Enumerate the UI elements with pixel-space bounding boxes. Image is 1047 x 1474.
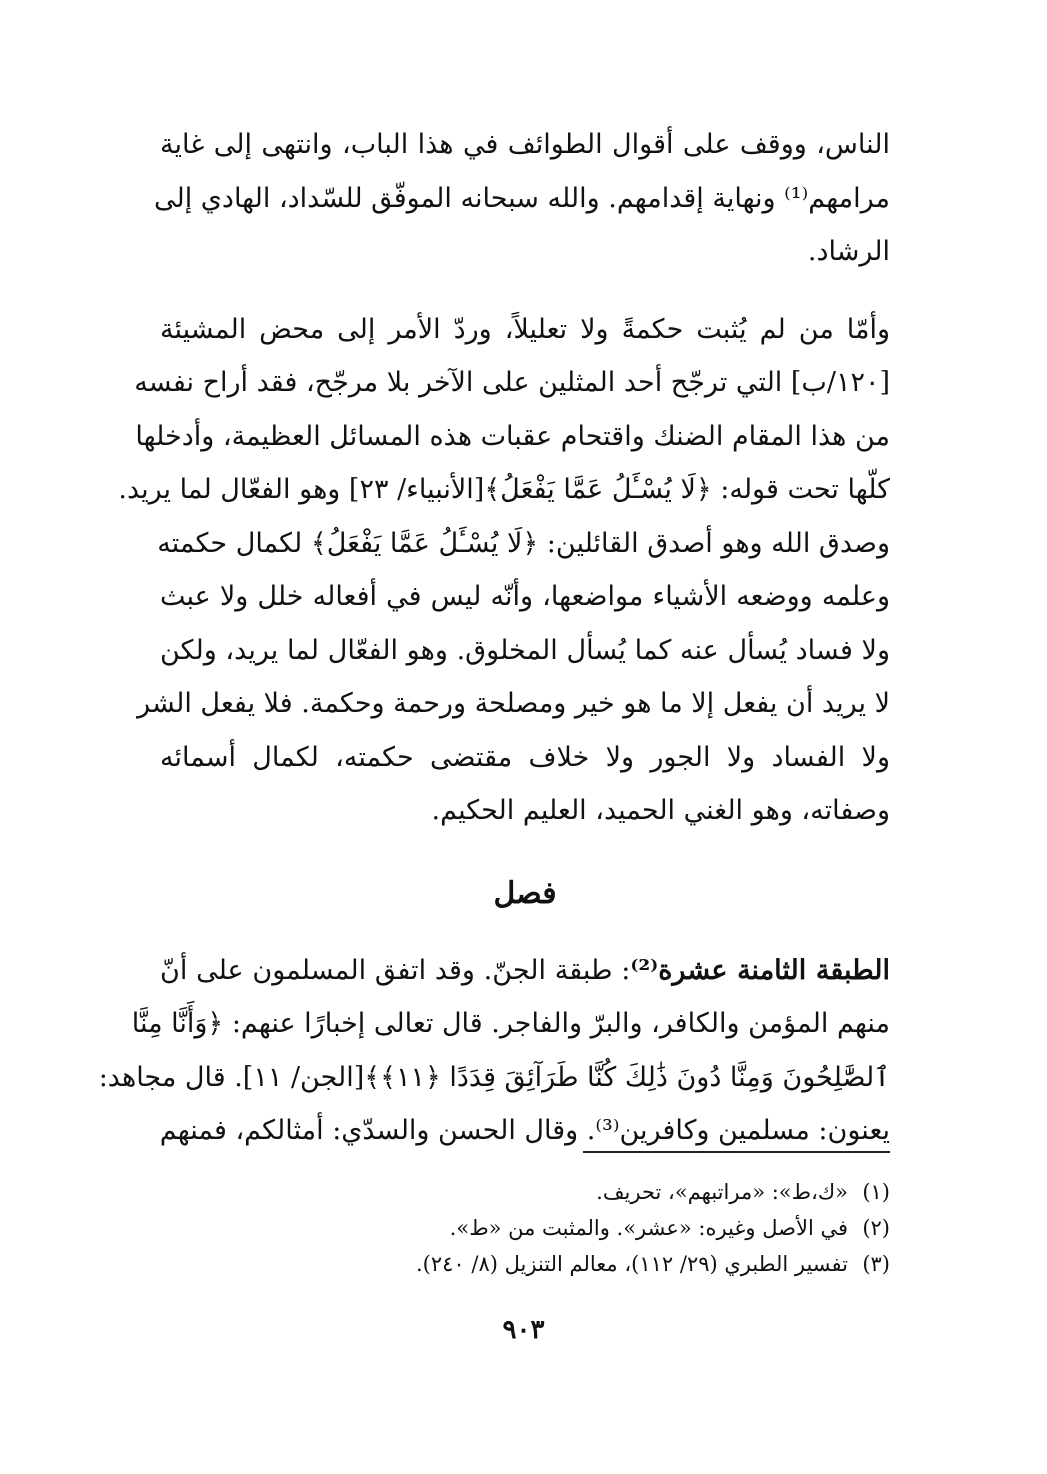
paragraph-2: [118, 303, 890, 838]
text-line: مرامهم⁽¹⁾ ونهاية إقدامهم. والله سبحانه الموفّق للسّداد، الهادي إلى: [153, 182, 890, 214]
text-line: وعلمه ووضعه الأشياء مواضعها، وأنّه ليس في أفعاله خلل ولا عبث: [160, 581, 890, 612]
main-text: [98, 118, 890, 1158]
text-line: [١٢٠/ب] التي ترجّح أحد المثلين على الآخر بلا مرجّح، فقد أراح نفسه: [134, 367, 890, 398]
text-line: لا يريد أن يفعل إلا ما هو خير ومصلحة ورحمة وحكمة. فلا يفعل الشر: [137, 688, 890, 719]
text-line: الرشاد.: [807, 236, 890, 267]
footnote: [160, 1174, 890, 1210]
page-number: ٩٠٣: [502, 1315, 545, 1345]
footnote: [160, 1246, 890, 1282]
text-line: من هذا المقام الضنك واقتحام عقبات هذه المسائل العظيمة، وأدخلها: [135, 420, 890, 452]
footnote-number: (٢): [862, 1216, 890, 1240]
footnote: [160, 1210, 890, 1246]
text-line: كلّها تحت قوله: ﴿لَا يُسْـَٔلُ عَمَّا يَفْعَلُ﴾[الأنبياء/ ٢٣] وهو الفعّال لما يريد.: [118, 474, 890, 505]
section-heading: فصل: [493, 875, 557, 911]
footnote-text: تفسير الطبري (٢٩/ ١١٢)، معالم التنزيل (٨/ ٢٤٠).: [415, 1252, 848, 1276]
text-line: ولا الفساد ولا الجور ولا خلاف مقتضى حكمته، لكمال أسمائه: [160, 741, 890, 773]
footnote-separator: [583, 1151, 890, 1153]
paragraph-3: [98, 944, 890, 1158]
text-line: يعنون: مسلمين وكافرين⁽³⁾. وقال الحسن والسدّي: أمثالكم، فمنهم: [159, 1115, 890, 1146]
footnote-text: «ك،ط»: «مراتبهم»، تحريف.: [596, 1180, 848, 1204]
footnotes: [160, 1174, 890, 1282]
footnote-number: (١): [862, 1180, 890, 1204]
section-lead: الطبقة الثامنة عشرة⁽²⁾: [630, 954, 890, 986]
text-line: الناس، ووقف على أقوال الطوائف في هذا الباب، وانتهى إلى غاية: [160, 129, 890, 160]
text-line: وصفاته، وهو الغني الحميد، العليم الحكيم.: [431, 795, 890, 826]
text-line: وأمّا من لم يُثبت حكمةً ولا تعليلاً، وردّ الأمر إلى محض المشيئة: [160, 313, 890, 345]
footnote-number: (٣): [862, 1252, 890, 1276]
text-line: وصدق الله وهو أصدق القائلين: ﴿لَا يُسْـَٔلُ عَمَّا يَفْعَلُ﴾ لكمال حكمته: [157, 527, 890, 559]
paragraph-1: [153, 118, 890, 279]
text-line: ٱلصَّٰلِحُونَ وَمِنَّا دُونَ ذَٰلِكَ كُنَّا طَرَآئِقَ قِدَدًا ﴿١١﴾﴾[الجن/ ١١]. قال مجاهد:: [98, 1061, 890, 1093]
footnote-text: في الأصل وغيره: «عشر». والمثبت من «ط».: [449, 1216, 848, 1240]
text-run: : طبقة الجنّ. وقد اتفق المسلمون على أنّ: [160, 954, 631, 986]
text-line: [160, 944, 890, 998]
text-line: منهم المؤمن والكافر، والبرّ والفاجر. قال تعالى إخبارًا عنهم: ﴿وَأَنَّا مِنَّا: [131, 1008, 890, 1039]
text-line: ولا فساد يُسأل عنه كما يُسأل المخلوق. وهو الفعّال لما يريد، ولكن: [160, 634, 890, 666]
